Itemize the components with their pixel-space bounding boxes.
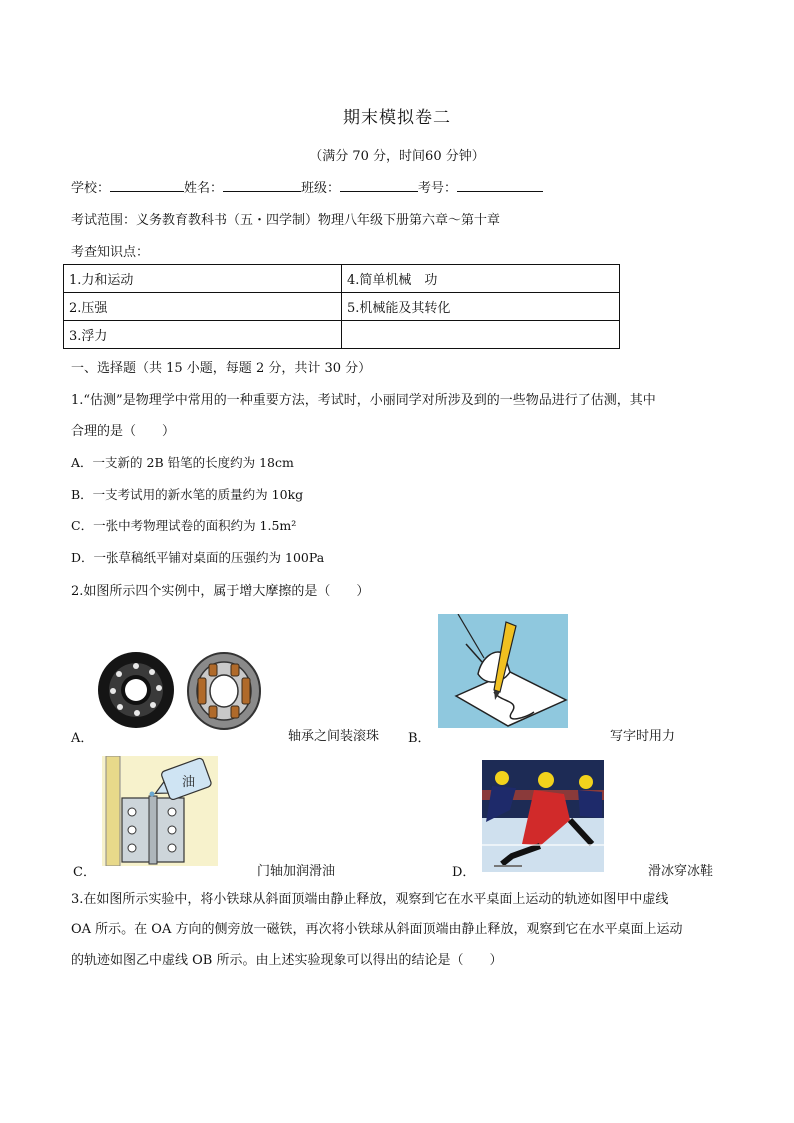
exam-scope: 考试范围：义务教育教科书（五・四学制）物理八年级下册第六章～第十章	[71, 213, 501, 228]
q1-stem-line2: 合理的是（ ）	[71, 424, 176, 439]
class-blank	[340, 178, 418, 192]
q1-option-c: C．一张中考物理试卷的面积约为 1.5m²	[71, 518, 297, 533]
table-cell	[342, 321, 620, 349]
q3-stem-line2: OA 所示。在 OA 方向的侧旁放一磁铁，再次将小铁球从斜面顶端由静止释放，观察到它在水平桌面上运动	[71, 922, 683, 937]
class-label: 班级：	[301, 181, 341, 196]
number-blank	[457, 184, 543, 192]
knowledge-table	[63, 264, 620, 349]
hinge-oil-image	[102, 756, 218, 866]
speed-skating-image	[482, 760, 604, 872]
table-cell: 3.浮力	[64, 321, 342, 349]
student-info-line	[71, 177, 543, 196]
q2-option-a-caption: 轴承之间装滚珠	[288, 729, 380, 744]
table-row	[64, 265, 620, 293]
q2-option-c-letter: C．	[73, 865, 96, 880]
oil-bottle-label: 油	[182, 775, 196, 790]
q2-option-d-caption: 滑冰穿冰鞋	[648, 864, 714, 879]
q2-option-a-letter: A．	[71, 731, 94, 746]
table-cell: 2.压强	[64, 293, 342, 321]
q1-option-a: A．一支新的 2B 铅笔的长度约为 18cm	[71, 455, 294, 470]
name-label: 姓名：	[184, 181, 224, 196]
writing-image	[438, 614, 568, 728]
section-heading: 一、选择题（共 15 小题，每题 2 分，共计 30 分）	[71, 361, 372, 376]
q1-option-d: D．一张草稿纸平铺对桌面的压强约为 100Pa	[71, 550, 325, 565]
table-cell: 4.简单机械 功	[342, 265, 620, 293]
q1-option-b: B．一支考试用的新水笔的质量约为 10kg	[71, 487, 304, 502]
q2-option-c-caption: 门轴加润滑油	[257, 864, 336, 879]
exam-subtitle: （满分 70 分，时间60 分钟）	[309, 149, 485, 164]
table-cell: 5.机械能及其转化	[342, 293, 620, 321]
q2-option-b-letter: B．	[408, 731, 431, 746]
bearing-image	[96, 648, 266, 732]
table-row	[64, 293, 620, 321]
q2-stem: 2.如图所示四个实例中，属于增大摩擦的是（ ）	[71, 584, 370, 599]
q3-stem-line1: 3.在如图所示实验中，将小铁球从斜面顶端由静止释放，观察到它在水平桌面上运动的轨迹如图甲中虚线	[71, 892, 669, 907]
number-label: 考号：	[418, 181, 458, 196]
table-cell: 1.力和运动	[64, 265, 342, 293]
q3-stem-line3: 的轨迹如图乙中虚线 OB 所示。由上述实验现象可以得出的结论是（ ）	[71, 953, 503, 968]
knowledge-label: 考查知识点：	[71, 245, 150, 260]
table-row	[64, 321, 620, 349]
q1-stem-line1: 1.“估测”是物理学中常用的一种重要方法，考试时，小丽同学对所涉及到的一些物品进行了估测，其中	[71, 393, 656, 408]
school-label: 学校：	[71, 181, 111, 196]
name-blank	[223, 178, 301, 192]
q2-option-b-caption: 写字时用力	[610, 729, 676, 744]
page-title: 期末模拟卷二	[343, 108, 451, 128]
school-blank	[110, 178, 184, 192]
q2-option-d-letter: D．	[452, 865, 476, 880]
